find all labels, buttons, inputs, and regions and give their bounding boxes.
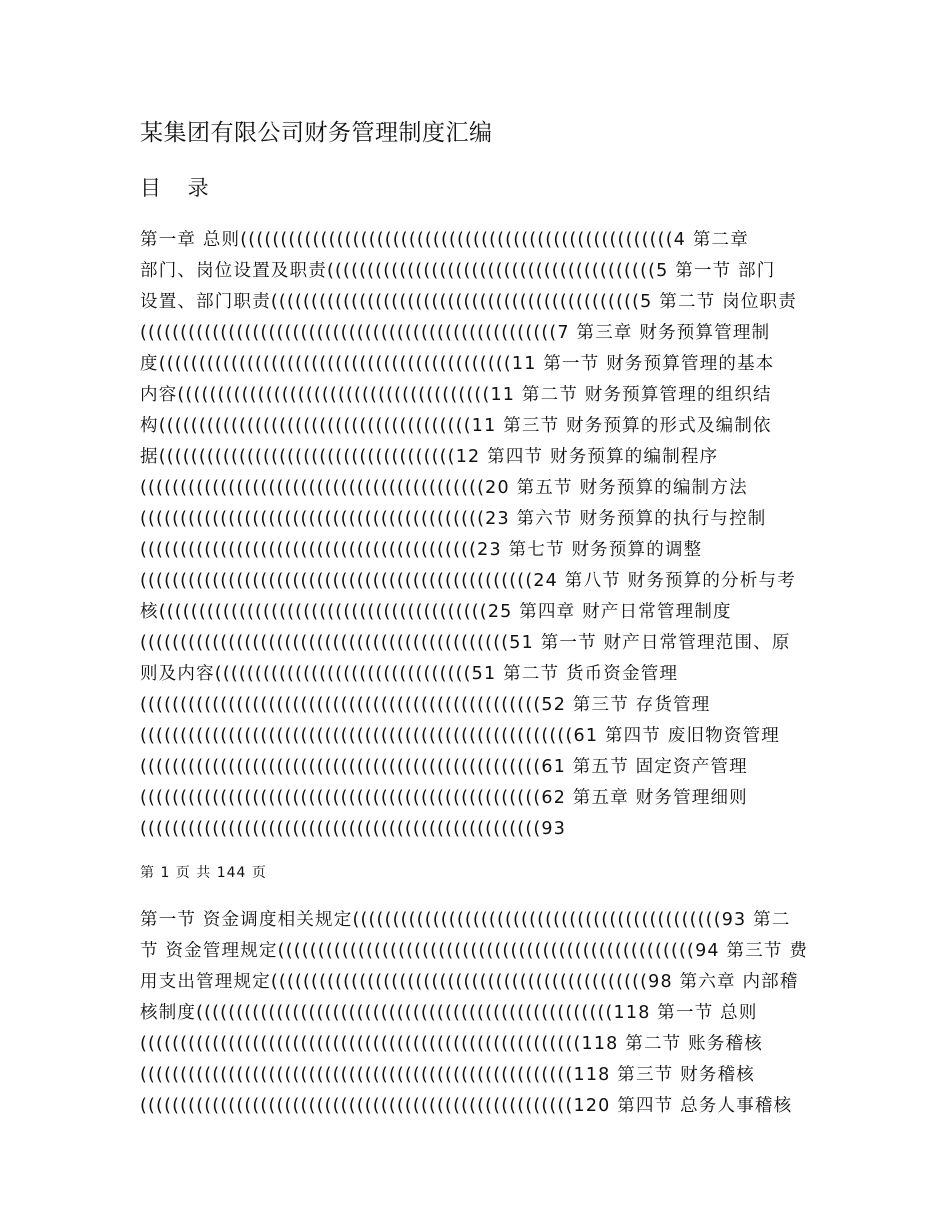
toc-line: 第一节 资金调度相关规定((((((((((((((((((((((((((((((((((((((((((((((93 第二: [140, 910, 791, 930]
toc-line: (((((((((((((((((((((((((((((((((((((((((((((((((24 第八节 财务预算的分析与考: [140, 571, 796, 591]
toc-line: ((((((((((((((((((((((((((((((((((((((((((23 第七节 财务预算的调整: [140, 540, 703, 560]
toc-line: ((((((((((((((((((((((((((((((((((((((((((((((((((((((118 第三节 财务稽核: [140, 1065, 755, 1085]
toc-line: 则及内容((((((((((((((((((((((((((((((((51 第二节 货币资金管理: [140, 664, 679, 684]
toc-section-page-1: [140, 225, 812, 845]
toc-line: ((((((((((((((((((((((((((((((((((((((((((((((((((52 第三节 存货管理: [140, 695, 711, 715]
toc-line: 设置、部门职责((((((((((((((((((((((((((((((((((((((((((((((5 第二节 岗位职责: [140, 292, 797, 312]
toc-line: 据(((((((((((((((((((((((((((((((((((((12 第四节 财务预算的编制程序: [140, 447, 719, 467]
toc-line: 用支出管理规定(((((((((((((((((((((((((((((((((((((((((((((((98 第六章 内部稽: [140, 972, 799, 992]
toc-line: 节 资金管理规定((((((((((((((((((((((((((((((((((((((((((((((((((((94 第三节 费: [140, 941, 809, 961]
toc-section-page-2: [140, 905, 812, 1122]
toc-line: ((((((((((((((((((((((((((((((((((((((((((((((((((62 第五章 财务管理细则: [140, 788, 748, 808]
toc-line: 核制度((((((((((((((((((((((((((((((((((((((((((((((((((((118 第一节 总则: [140, 1003, 758, 1023]
toc-line: ((((((((((((((((((((((((((((((((((((((((((((((((((((((61 第四节 废旧物资管理: [140, 726, 780, 746]
toc-heading: 目 录: [140, 176, 219, 200]
toc-line: 核(((((((((((((((((((((((((((((((((((((((((25 第四章 财产日常管理制度: [140, 602, 732, 622]
toc-line: ((((((((((((((((((((((((((((((((((((((((((((((((((((7 第三章 财务预算管理制: [140, 323, 771, 343]
toc-line: ((((((((((((((((((((((((((((((((((((((((((((((((((93: [140, 819, 567, 839]
toc-line: 第一章 总则((((((((((((((((((((((((((((((((((((((((((((((((((((((4 第二章: [140, 230, 749, 250]
toc-line: ((((((((((((((((((((((((((((((((((((((((((((((51 第一节 财产日常管理范围、原: [140, 633, 791, 653]
toc-line: (((((((((((((((((((((((((((((((((((((((((((20 第五节 财务预算的编制方法: [140, 478, 748, 498]
toc-line: (((((((((((((((((((((((((((((((((((((((((((((((((((((((118 第二节 账务稽核: [140, 1034, 763, 1054]
page-number-footer: 第 1 页 共 144 页: [140, 865, 267, 881]
toc-line: 内容(((((((((((((((((((((((((((((((((((((((11 第二节 财务预算管理的组织结: [140, 385, 772, 405]
toc-line: 构(((((((((((((((((((((((((((((((((((((((11 第三节 财务预算的形式及编制依: [140, 416, 772, 436]
document-title: 某集团有限公司财务管理制度汇编: [140, 120, 493, 146]
toc-line: 度((((((((((((((((((((((((((((((((((((((((((((11 第一节 财务预算管理的基本: [140, 354, 775, 374]
toc-line: ((((((((((((((((((((((((((((((((((((((((((((((((((61 第五节 固定资产管理: [140, 757, 748, 777]
toc-line: 部门、岗位设置及职责(((((((((((((((((((((((((((((((((((((((((5 第一节 部门: [140, 261, 776, 281]
toc-line: (((((((((((((((((((((((((((((((((((((((((((23 第六节 财务预算的执行与控制: [140, 509, 767, 529]
toc-line: ((((((((((((((((((((((((((((((((((((((((((((((((((((((120 第四节 总务人事稽核: [140, 1096, 793, 1116]
